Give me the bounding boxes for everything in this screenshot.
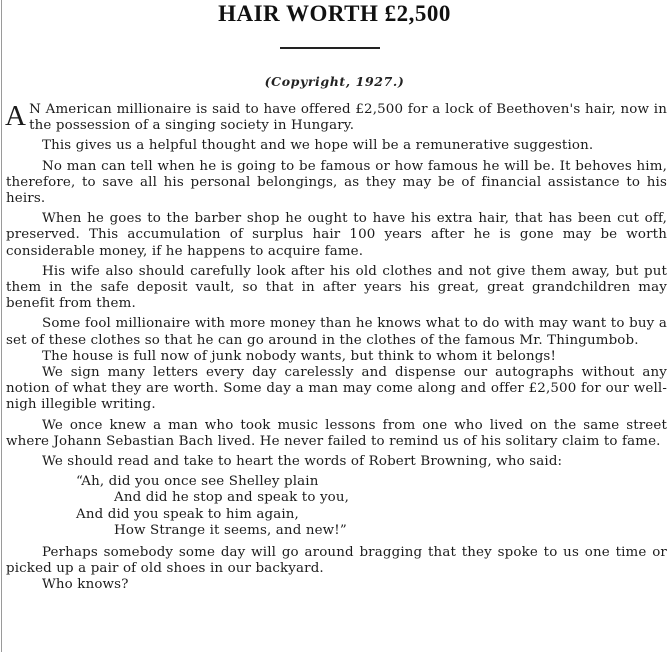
article-title: HAIR WORTH £2,500 xyxy=(218,1,451,26)
column-rule xyxy=(1,0,2,652)
paragraph: We sign many letters every day carelessly and dispense our autographs without any notion of what they are worth. Some day a man may come along and offer £2,500 for our well-nigh illegible writing. xyxy=(6,365,667,413)
title-divider xyxy=(280,47,380,49)
paragraph xyxy=(6,102,667,134)
paragraph: Perhaps somebody some day will go around bragging that they spoke to us one time or picked up a pair of old shoes in our backyard. xyxy=(6,545,667,577)
article-body xyxy=(6,102,667,598)
poem-line: And did he stop and speak to you, xyxy=(114,490,350,506)
paragraph: His wife also should carefully look after his old clothes and not give them away, but put them in the safe deposit vault, so that in after years his great, great grandchildren may benefit from them. xyxy=(6,263,667,312)
paragraph: When he goes to the barber shop he ought to have his extra hair, that has been cut off, preserved. This accumulation of surplus hair 100 years after he is gone may be worth considerable money, if he happens to acquire fame. xyxy=(6,211,667,259)
paragraph: We should read and take to heart the words of Robert Browning, who said: xyxy=(42,454,563,470)
paragraph: No man can tell when he is going to be famous or how famous he will be. It behoves him, therefore, to save all his personal belongings, as they may be of financial assistance to his heirs. xyxy=(6,158,667,207)
drop-cap: A xyxy=(5,100,27,132)
paragraph-text: N American millionaire is said to have offered £2,500 for a lock of Beethoven's hair, now in the possession of a singing society in Hungary. xyxy=(29,102,667,134)
poem-line: “Ah, did you once see Shelley plain xyxy=(76,474,319,490)
poem-quote xyxy=(6,474,667,539)
paragraph: This gives us a helpful thought and we hope will be a remunerative suggestion. xyxy=(42,138,594,154)
copyright-line: (Copyright, 1927.) xyxy=(264,74,405,89)
paragraph: The house is full now of junk nobody wants, but think to whom it belongs! xyxy=(42,348,556,364)
paragraph: We once knew a man who took music lessons from one who lived on the same street where Johann Sebastian Bach lived. He never failed to remind us of his solitary claim to fame. xyxy=(6,417,667,449)
poem-line: How Strange it seems, and new!” xyxy=(114,522,347,538)
poem-line: And did you speak to him again, xyxy=(76,506,299,522)
paragraph: Some fool millionaire with more money than he knows what to do with may want to buy a set of these clothes so that he can go around in the clothes of the famous Mr. Thingumbob. xyxy=(6,316,667,348)
paragraph: Who knows? xyxy=(42,577,129,593)
